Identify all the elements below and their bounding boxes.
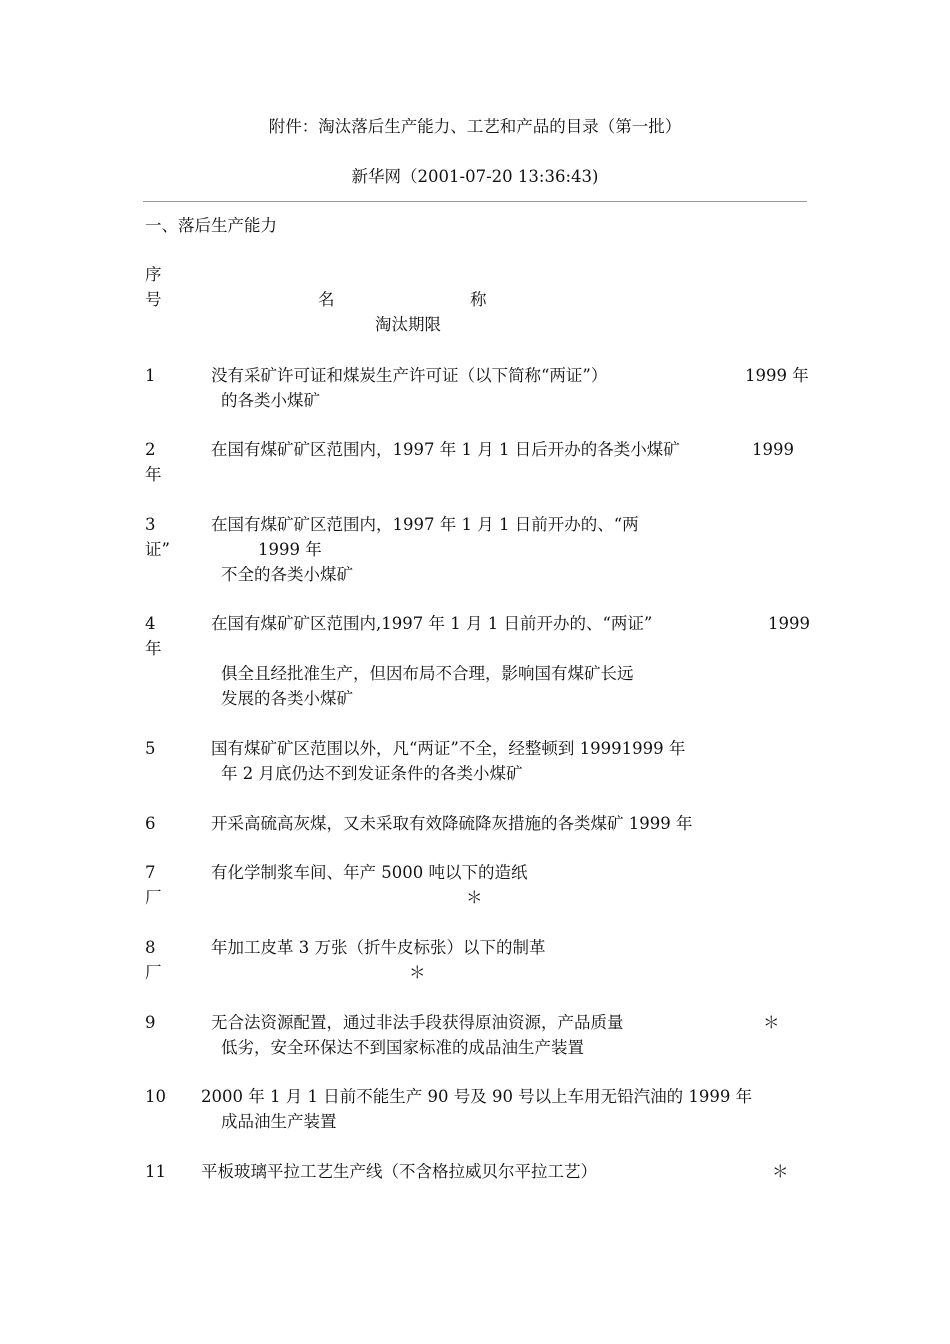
row-name: 没有采矿许可证和煤炭生产许可证（以下简称“两证”） bbox=[211, 366, 608, 385]
row-wrap: 厂 bbox=[145, 888, 162, 907]
document-title: 附件：淘汰落后生产能力、工艺和产品的目录（第一批） bbox=[268, 117, 682, 136]
row-deadline: 1999 bbox=[752, 440, 794, 459]
row-name: 2000 年 1 月 1 日前不能生产 90 号及 90 号以上车用无铅汽油的 1999 年 bbox=[201, 1087, 753, 1106]
row-number: 1 bbox=[145, 366, 156, 385]
row-number: 11 bbox=[145, 1162, 166, 1181]
row-name: 年加工皮革 3 万张（折牛皮标张）以下的制革 bbox=[211, 938, 546, 957]
row-deadline: ＊ bbox=[763, 1013, 780, 1032]
row-number: 10 bbox=[145, 1087, 166, 1106]
header-no-line1: 序 bbox=[145, 265, 162, 284]
row-name: 国有煤矿矿区范围以外，凡“两证”不全，经整顿到 19991999 年 bbox=[211, 739, 686, 758]
row-deadline: ＊ bbox=[772, 1162, 789, 1181]
header-name-part2: 称 bbox=[470, 290, 487, 309]
row-number: 6 bbox=[145, 814, 156, 833]
source-line: 新华网（2001-07-20 13:36:43) bbox=[351, 167, 599, 186]
row-name: 开采高硫高灰煤，又未采取有效降硫降灰措施的各类煤矿 1999 年 bbox=[211, 814, 693, 833]
row-deadline: 1999 bbox=[768, 614, 810, 633]
row-name-cont: 俱全且经批准生产，但因布局不合理，影响国有煤矿长远 bbox=[221, 664, 634, 683]
row-name-cont: 成品油生产装置 bbox=[221, 1112, 337, 1131]
row-number: 2 bbox=[145, 440, 156, 459]
row-deadline: ＊ bbox=[466, 888, 483, 907]
header-deadline: 淘汰期限 bbox=[375, 315, 441, 334]
row-name-cont: 不全的各类小煤矿 bbox=[221, 565, 353, 584]
row-name-cont: 的各类小煤矿 bbox=[221, 391, 320, 410]
row-deadline: 1999 年 bbox=[745, 366, 809, 385]
row-number: 4 bbox=[145, 614, 156, 633]
row-number: 5 bbox=[145, 739, 156, 758]
row-name-cont: 低劣，安全环保达不到国家标准的成品油生产装置 bbox=[221, 1038, 584, 1057]
row-wrap: 厂 bbox=[145, 963, 162, 982]
row-name: 无合法资源配置，通过非法手段获得原油资源，产品质量 bbox=[211, 1013, 624, 1032]
row-number: 8 bbox=[145, 938, 156, 957]
row-number: 9 bbox=[145, 1013, 156, 1032]
header-name-part1: 名 bbox=[318, 290, 335, 309]
row-number: 7 bbox=[145, 863, 156, 882]
row-wrap: 年 bbox=[145, 639, 162, 658]
row-name-cont: 发展的各类小煤矿 bbox=[221, 689, 353, 708]
header-no-line2: 号 bbox=[145, 290, 162, 309]
row-name: 在国有煤矿矿区范围内，1997 年 1 月 1 日后开办的各类小煤矿 bbox=[211, 440, 680, 459]
row-name: 有化学制浆车间、年产 5000 吨以下的造纸 bbox=[211, 863, 528, 882]
section-heading: 一、落后生产能力 bbox=[145, 216, 277, 235]
row-name: 在国有煤矿矿区范围内，1997 年 1 月 1 日前开办的、“两 bbox=[211, 515, 639, 534]
row-number: 3 bbox=[145, 515, 156, 534]
row-deadline: 1999 年 bbox=[258, 540, 322, 559]
row-wrap: 证” bbox=[145, 540, 170, 559]
row-wrap: 年 bbox=[145, 465, 162, 484]
row-deadline: ＊ bbox=[409, 963, 426, 982]
row-name: 平板玻璃平拉工艺生产线（不含格拉威贝尔平拉工艺） bbox=[201, 1162, 597, 1181]
divider bbox=[143, 201, 807, 202]
row-name: 在国有煤矿矿区范围内,1997 年 1 月 1 日前开办的、“两证” bbox=[211, 614, 653, 633]
row-name-cont: 年 2 月底仍达不到发证条件的各类小煤矿 bbox=[221, 764, 523, 783]
